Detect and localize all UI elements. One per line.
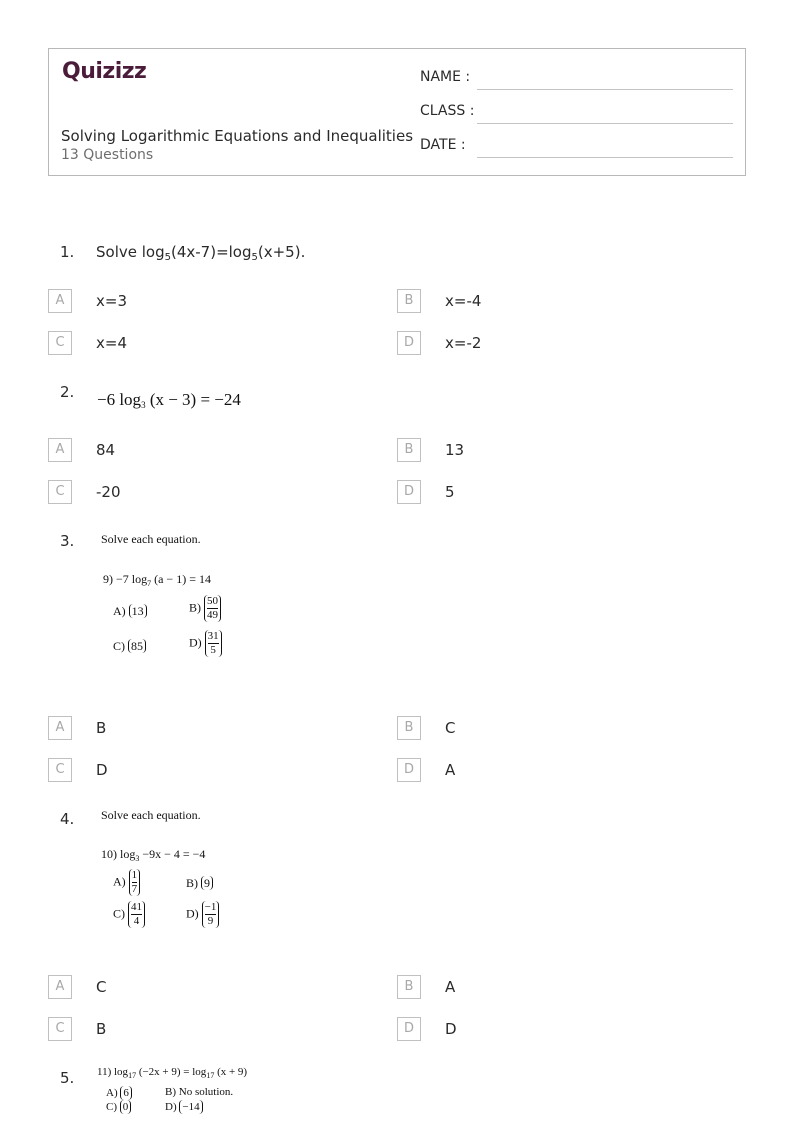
option-text[interactable]: C	[445, 719, 456, 737]
equation-part: 9) −7 log	[103, 572, 148, 586]
equation-part: −6 log	[97, 390, 142, 409]
fraction	[204, 595, 221, 622]
numerator-value: 1	[210, 901, 217, 913]
denominator: 49	[207, 609, 218, 621]
question-text	[96, 243, 305, 263]
choice-a	[113, 869, 140, 896]
log-base: 5	[164, 252, 171, 263]
option-letter-box[interactable]: B	[397, 716, 421, 740]
question-image	[101, 532, 301, 672]
date-label: DATE :	[420, 137, 466, 153]
date-line[interactable]	[477, 157, 733, 158]
choice-b	[189, 595, 221, 622]
question-text-part: (4x-7)=log	[170, 243, 252, 261]
fraction	[202, 901, 220, 928]
denominator: 9	[207, 915, 214, 927]
class-line[interactable]	[477, 123, 733, 124]
option-letter-box[interactable]: C	[48, 480, 72, 504]
question-number: 3.	[60, 532, 75, 550]
choice-c	[113, 901, 145, 928]
option-letter-box[interactable]: D	[397, 480, 421, 504]
choice-label: D)	[186, 906, 199, 921]
question-equation-image	[97, 390, 241, 410]
name-label: NAME :	[420, 69, 471, 85]
option-letter-box[interactable]: B	[397, 289, 421, 313]
log-base: 17	[128, 1071, 137, 1080]
option-letter-box[interactable]: C	[48, 331, 72, 355]
choice-a	[106, 1086, 132, 1100]
fraction	[129, 869, 141, 896]
equation-part: (a − 1) = 14	[154, 572, 211, 586]
choice-c	[106, 1100, 131, 1114]
quizizz-logo: Quizizz	[62, 59, 147, 84]
equation-part: 11) log	[97, 1066, 129, 1078]
option-text[interactable]: A	[445, 761, 456, 779]
choice-label: A)	[113, 874, 126, 889]
option-text[interactable]: x=3	[96, 292, 127, 310]
question-number: 1.	[60, 243, 75, 261]
choice-b	[165, 1086, 233, 1098]
question-image	[101, 808, 301, 938]
option-text[interactable]: 13	[445, 441, 465, 459]
log-base: 3	[141, 400, 146, 410]
choice-label: C)	[106, 1101, 117, 1113]
choice-a	[113, 604, 147, 619]
option-letter-box[interactable]: D	[397, 1017, 421, 1041]
equation-part: −9x − 4 = −4	[139, 847, 206, 861]
option-text[interactable]: 5	[445, 483, 455, 501]
choice-d	[165, 1100, 203, 1114]
choice-c	[113, 639, 146, 654]
problem-equation	[103, 572, 211, 588]
fraction	[128, 901, 145, 928]
option-text[interactable]: x=4	[96, 334, 127, 352]
option-text[interactable]: D	[96, 761, 108, 779]
option-letter-box[interactable]: D	[397, 758, 421, 782]
question-number: 4.	[60, 810, 75, 828]
question-text-part: (x+5).	[257, 243, 306, 261]
choice-value: 85	[128, 639, 146, 653]
log-base: 17	[206, 1071, 215, 1080]
fraction	[205, 630, 222, 657]
option-text[interactable]: x=-2	[445, 334, 482, 352]
question-image	[97, 1066, 317, 1120]
choice-label: B)	[189, 600, 201, 615]
option-letter-box[interactable]: A	[48, 716, 72, 740]
choice-value: 13	[129, 604, 147, 618]
choice-label: D)	[165, 1101, 177, 1113]
question-instruction: Solve each equation.	[101, 808, 201, 822]
problem-equation	[101, 847, 205, 863]
choice-label: C)	[113, 639, 125, 653]
name-line[interactable]	[477, 89, 733, 90]
option-letter-box[interactable]: A	[48, 289, 72, 313]
option-text[interactable]: -20	[96, 483, 121, 501]
option-letter-box[interactable]: A	[48, 975, 72, 999]
sign: −	[204, 901, 211, 913]
choice-value: 9	[201, 876, 213, 890]
numerator: 31	[207, 630, 219, 642]
choice-d	[186, 901, 219, 928]
option-text[interactable]: C	[96, 978, 107, 996]
option-letter-box[interactable]: B	[397, 975, 421, 999]
option-text[interactable]: B	[96, 719, 107, 737]
question-count: 13 Questions	[61, 147, 154, 163]
choice-label: A)	[113, 604, 126, 618]
numerator: 41	[131, 901, 142, 913]
option-letter-box[interactable]: A	[48, 438, 72, 462]
option-text[interactable]: B	[96, 1020, 107, 1038]
option-text[interactable]: 84	[96, 441, 116, 459]
worksheet-title: Solving Logarithmic Equations and Inequalities	[61, 127, 414, 145]
numerator: 1	[131, 869, 138, 881]
log-base: 3	[135, 854, 140, 863]
equation-part: (−2x + 9) = log	[138, 1066, 207, 1078]
choice-d	[189, 630, 222, 657]
denominator: 5	[210, 644, 216, 656]
numerator: 50	[207, 595, 218, 607]
choice-label: D)	[189, 635, 202, 650]
denominator: 7	[131, 883, 138, 895]
choice-b	[186, 876, 213, 891]
denominator: 4	[133, 915, 140, 927]
option-letter-box[interactable]: C	[48, 758, 72, 782]
question-instruction: Solve each equation.	[101, 532, 201, 546]
class-label: CLASS :	[420, 103, 475, 119]
choice-value: No solution.	[178, 1086, 234, 1098]
question-text-part: Solve log	[96, 243, 165, 261]
choice-label: C)	[113, 906, 125, 921]
numerator	[205, 901, 217, 915]
log-base: 5	[251, 252, 258, 263]
choice-value: −14	[179, 1100, 202, 1114]
equation-part: (x − 3) = −24	[149, 390, 241, 409]
choice-label: A)	[106, 1087, 118, 1099]
choice-label: B)	[165, 1086, 176, 1098]
worksheet-header	[48, 48, 746, 176]
equation-part: 10) log	[101, 847, 136, 861]
equation-part: (x + 9)	[217, 1066, 248, 1078]
option-text[interactable]: A	[445, 978, 456, 996]
option-text[interactable]: D	[445, 1020, 457, 1038]
choice-label: B)	[186, 876, 198, 890]
option-letter-box[interactable]: B	[397, 438, 421, 462]
problem-equation	[97, 1066, 247, 1080]
option-letter-box[interactable]: D	[397, 331, 421, 355]
question-number: 5.	[60, 1069, 75, 1087]
choice-value: 6	[120, 1086, 132, 1100]
log-base: 7	[147, 579, 152, 588]
option-text[interactable]: x=-4	[445, 292, 482, 310]
question-number: 2.	[60, 383, 75, 401]
option-letter-box[interactable]: C	[48, 1017, 72, 1041]
choice-value: 0	[120, 1100, 132, 1114]
